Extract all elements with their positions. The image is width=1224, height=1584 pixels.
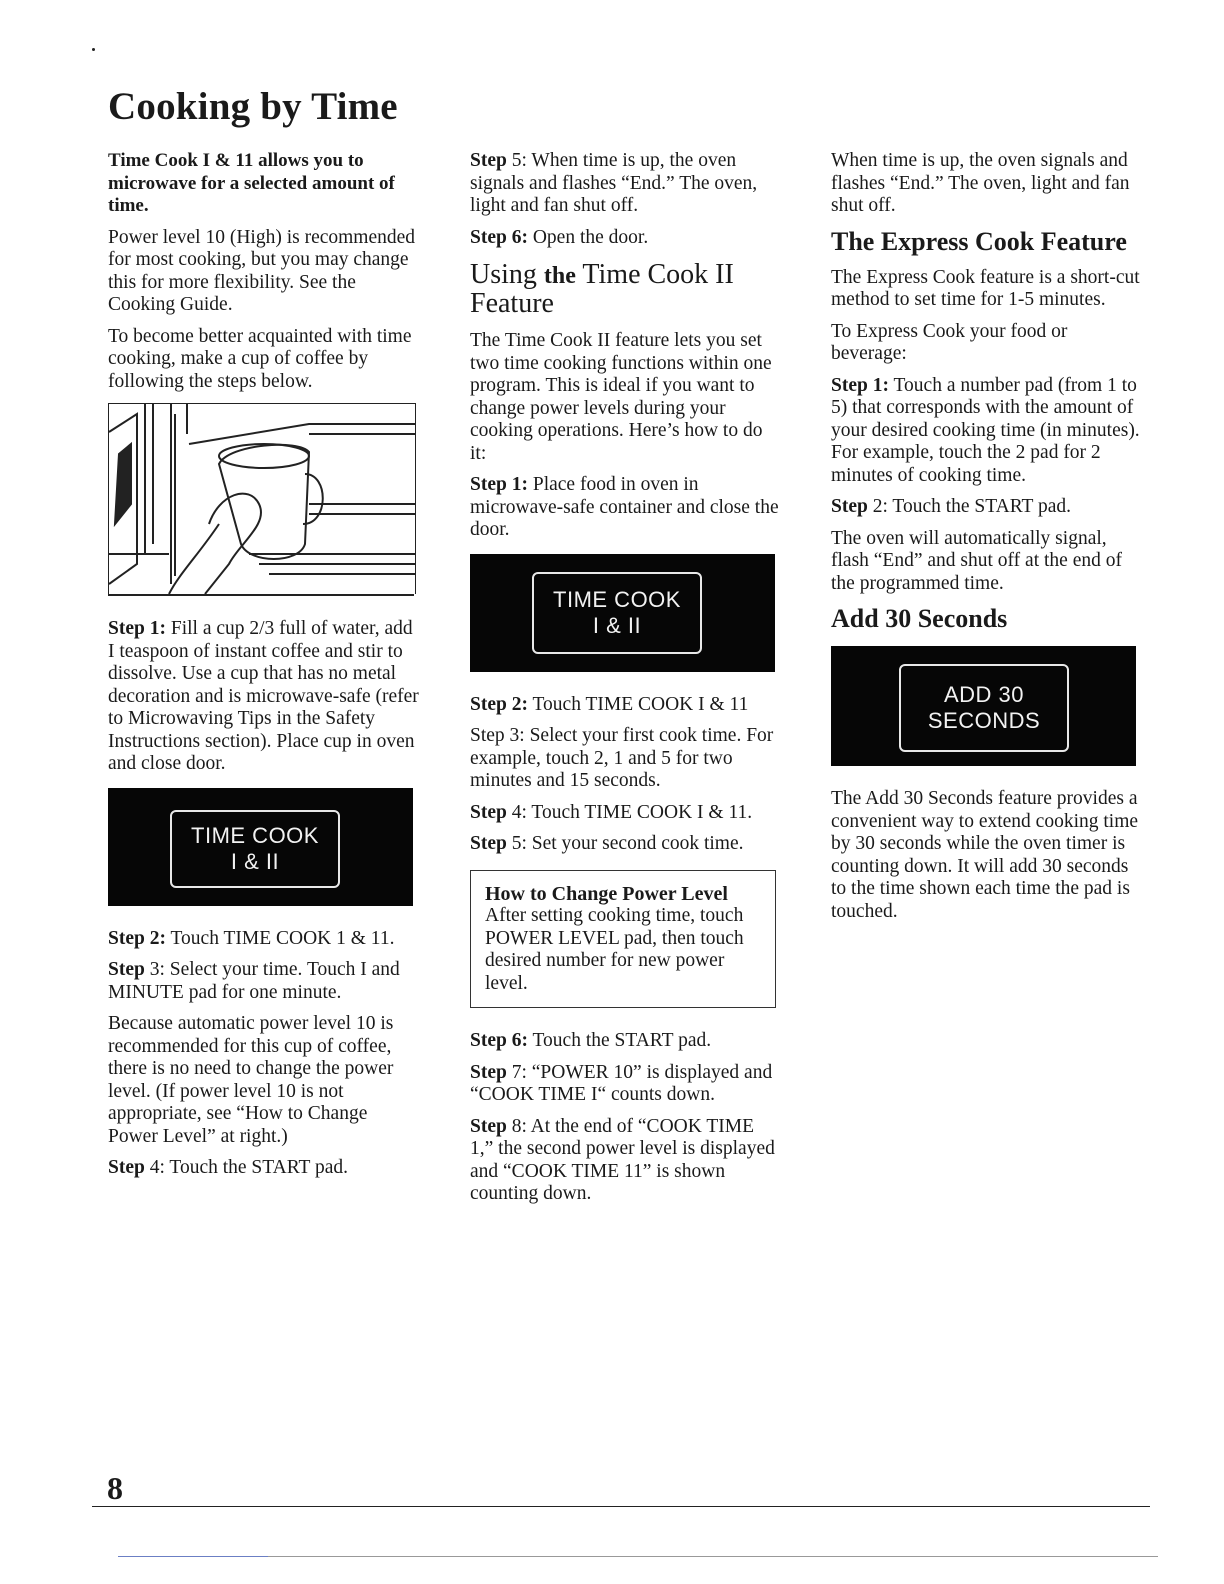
- time-cook-pad-button[interactable]: TIME COOK I & II: [170, 810, 340, 888]
- coffee-cup-illustration: [108, 403, 416, 594]
- time-cook-pad-panel: [108, 788, 413, 906]
- add-30-seconds-pad-button[interactable]: ADD 30 SECONDS: [899, 664, 1069, 752]
- step-6: Step 6: Touch the START pad.: [470, 1030, 712, 1051]
- step-2: Step 2: Touch TIME COOK I & 11: [470, 693, 749, 715]
- step-6: Step 6: Open the door.: [470, 226, 649, 248]
- paragraph: The Add 30 Seconds feature provides a convenient way to extend cooking time by 30 seconds while the oven timer is counting down. It will add 30 seconds to the time shown each time the pad is touched.: [831, 788, 1139, 922]
- callout-title: How to Change Power Level: [485, 882, 728, 905]
- paragraph: When time is up, the oven signals and flashes “End.” The oven, light and fan shut off.: [831, 150, 1130, 216]
- step-7: Step 7: “POWER 10” is displayed and “COOK TIME I“ counts down.: [470, 1061, 773, 1105]
- column-3: [831, 150, 1141, 932]
- step-2: Step 2: Touch TIME COOK 1 & 11.: [108, 927, 395, 949]
- paragraph: To become better acquainted with time cooking, make a cup of coffee by following the steps below.: [108, 325, 412, 392]
- step-1: Step 1: Fill a cup 2/3 full of water, add I teaspoon of instant coffee and stir to dissolve. Use a cup that has no metal decoration and is microwave-safe (refer to Microwaving Tips in the Safety Instructions section). Place cup in oven and close door.: [108, 618, 419, 774]
- time-cook-pad-button[interactable]: TIME COOK I & II: [532, 572, 702, 654]
- scan-artifact-line: [268, 1556, 1158, 1557]
- paragraph: Power level 10 (High) is recommended for most cooking, but you may change this for more flexibility. See the Cooking Guide.: [108, 226, 416, 315]
- section-heading-express-cook: The Express Cook Feature: [831, 226, 1127, 256]
- step-3: Step 3: Select your first cook time. For example, touch 2, 1 and 5 for two minutes and 15 seconds.: [470, 725, 774, 791]
- paragraph: The Time Cook II feature lets you set two time cooking functions within one program. This is ideal if you want to change power levels during your cooking operations. Here’s how to do it:: [470, 330, 772, 464]
- step-5: Step 5: Set your second cook time.: [470, 833, 744, 854]
- step-5: Step 5: When time is up, the oven signals and flashes “End.” The oven, light and fan shut off.: [470, 150, 758, 216]
- column-2: [470, 150, 782, 1215]
- step-4: Step 4: Touch the START pad.: [108, 1157, 349, 1178]
- hand-cup-oven-icon: [109, 404, 415, 594]
- section-heading-add-30-seconds: Add 30 Seconds: [831, 604, 1008, 633]
- page-number: 8: [107, 1470, 123, 1506]
- scan-artifact-line: [118, 1556, 268, 1557]
- footer-rule: [92, 1506, 1150, 1507]
- step-8: Step 8: At the end of “COOK TIME 1,” the second power level is displayed and “COOK TIME 11” is shown counting down.: [470, 1115, 775, 1204]
- paragraph: Because automatic power level 10 is recommended for this cup of coffee, there is no need to change the power level. (If power level 10 is not appropriate, see “How to Change Power Level” at right.): [108, 1013, 394, 1147]
- column-1: [108, 150, 420, 1189]
- step-1: Step 1: Touch a number pad (from 1 to 5) that corresponds with the amount of your desired cooking time (in minutes). For example, touch the 2 pad for 2 minutes of cooking time.: [831, 374, 1140, 486]
- intro-text: Time Cook I & 11 allows you to microwave for a selected amount of time.: [108, 150, 395, 216]
- time-cook-pad-panel: [470, 554, 775, 672]
- step-1: Step 1: Place food in oven in microwave-safe container and close the door.: [470, 474, 779, 540]
- page-title: Cooking by Time: [108, 85, 398, 128]
- speck: [92, 48, 95, 51]
- add-30-seconds-pad-panel: [831, 646, 1136, 766]
- callout-text: After setting cooking time, touch POWER LEVEL pad, then touch desired number for new power level.: [485, 905, 744, 994]
- paragraph: To Express Cook your food or beverage:: [831, 320, 1068, 364]
- paragraph: The oven will automatically signal, flash “End” and shut off at the end of the programmed time.: [831, 527, 1122, 594]
- section-heading-time-cook-ii: Using the Time Cook II Feature: [470, 259, 734, 319]
- step-4: Step 4: Touch TIME COOK I & 11.: [470, 801, 753, 823]
- power-level-callout: [470, 870, 776, 1009]
- paragraph: The Express Cook feature is a short-cut method to set time for 1-5 minutes.: [831, 266, 1140, 310]
- step-3: Step 3: Select your time. Touch I and MINUTE pad for one minute.: [108, 959, 400, 1003]
- step-2: Step 2: Touch the START pad.: [831, 496, 1072, 517]
